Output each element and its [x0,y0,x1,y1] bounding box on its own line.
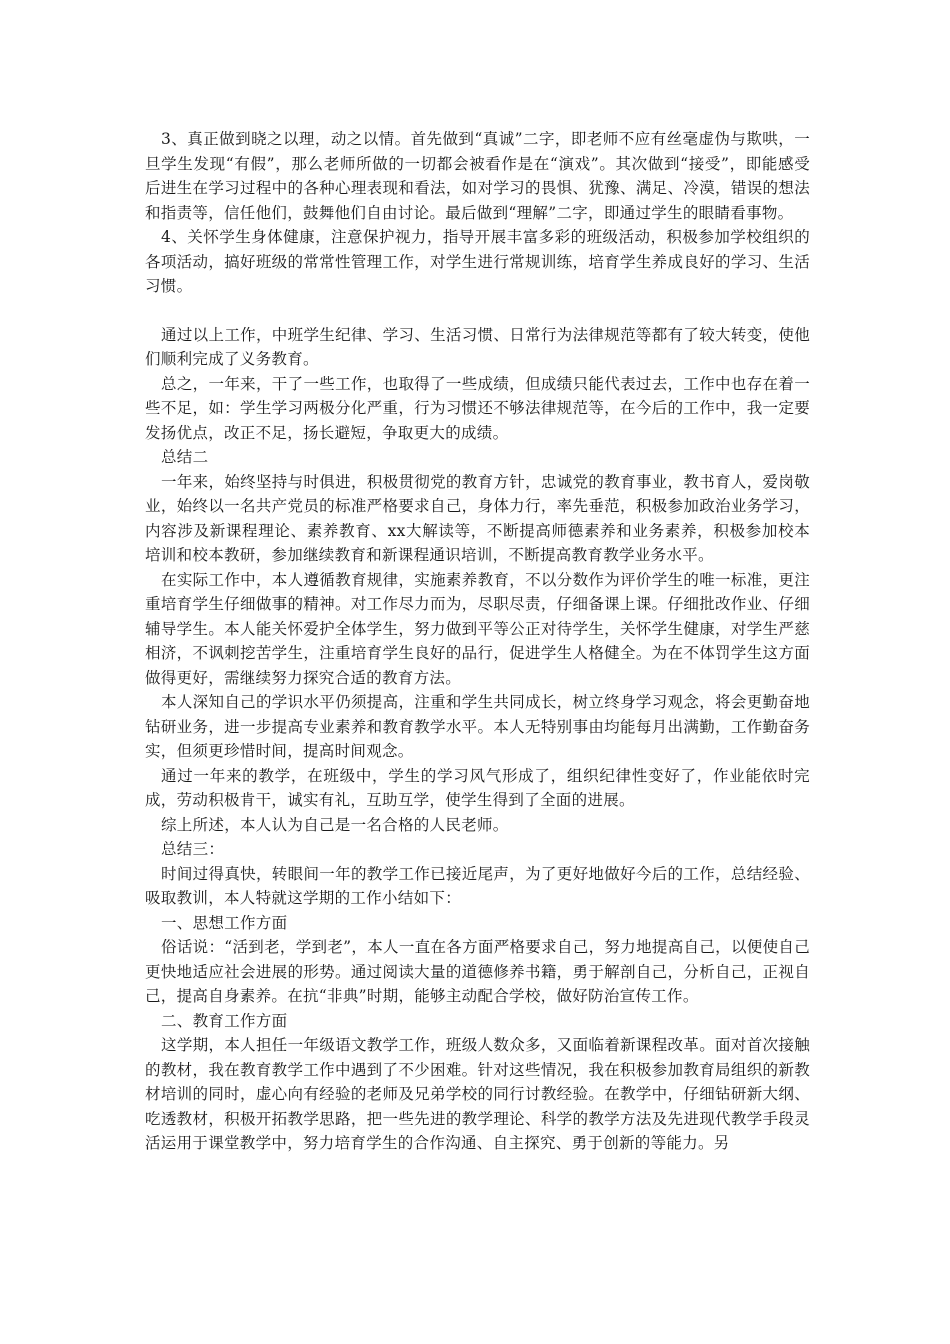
paragraph-education: 这学期，本人担任一年级语文教学工作，班级人数众多，又面临着新课程改革。面对首次接触的教材，我在教育教学工作中遇到了不少困难。针对这些情况，我在积极参加教育局组织的新教材培训的同时，虚心向有经验的老师及兄弟学校的同行讨教经验。在教学中，仔细钻研新大纲、吃透教材，积极开拓教学思路，把一些先进的教学理论、科学的教学方法及先进现代教学手段灵活运用于课堂教学中，努力培育学生的合作沟通、自主探究、勇于创新的等能力。另 [145,1036,810,1152]
paragraph-class-outcome: 通过一年来的教学，在班级中，学生的学习风气形成了，组织纪律性变好了，作业能依时完成，劳动积极肯干，诚实有礼，互助互学，使学生得到了全面的进展。 [145,766,810,809]
paragraph-conclusion: 综上所述，本人认为自己是一名合格的人民老师。 [161,815,509,834]
blank-line [145,299,810,323]
paragraph-self-study: 本人深知自己的学识水平仍须提高，注重和学生共同成长，树立终身学习观念，将会更勤奋地钻研业务，进一步提高专业素养和教育教学水平。本人无特别事由均能每月出满勤，工作勤奋务实，但须更珍惜时间，提高时间观念。 [145,693,810,760]
paragraph-summary: 总之，一年来，干了一些工作，也取得了一些成绩，但成绩只能代表过去，工作中也存在着一些不足，如：学生学习两极分化严重，行为习惯还不够法律规范等，在今后的工作中，我一定要发扬优点，改正不足，扬长避短，争取更大的成绩。 [145,374,810,442]
paragraph-item-3: 3、真正做到晓之以理，动之以情。首先做到“真诚”二字，即老师不应有丝毫虚伪与欺哄，一旦学生发现“有假”，那么老师所做的一切都会被看作是在“演戏”。其次做到“接受”，即能感受后进生在学习过程中的各种心理表现和看法，如对学习的畏惧、犹豫、满足、冷漠，错误的想法和指责等，信任他们，鼓舞他们自由讨论。最后做到“理解”二字，即通过学生的眼睛看事物。 [145,130,810,222]
paragraph-year-overview: 一年来，始终坚持与时俱进，积极贯彻党的教育方针，忠诚党的教育事业，教书育人，爱岗敬业，始终以一名共产党员的标准严格要求自己，身体力行，率先垂范，积极参加政治业务学习，内容涉及新课程理论、素养教育、xx大解读等，不断提高师德素养和业务素养，积极参加校本培训和校本教研，参加继续教育和新课程通识培训，不断提高教育教学业务水平。 [145,472,810,564]
section-heading-ideology: 一、思想工作方面 [161,913,288,932]
document-body [145,127,810,1156]
paragraph-practice: 在实际工作中，本人遵循教育规律，实施素养教育，不以分数作为评价学生的唯一标准，更注重培育学生仔细做事的精神。对工作尽力而为，尽职尽责，仔细备课上课。仔细批改作业、仔细辅导学生。本人能关怀爱护全体学生，努力做到平等公正对待学生，关怀学生健康，对学生严慈相济，不讽刺挖苦学生，注重培育学生良好的品行，促进学生人格健全。为在不体罚学生这方面做得更好，需继续努力探究合适的教育方法。 [145,570,810,687]
paragraph-results: 通过以上工作，中班学生纪律、学习、生活习惯、日常行为法律规范等都有了较大转变，使他们顺利完成了义务教育。 [145,325,810,368]
paragraph-ideology: 俗话说：“活到老，学到老”，本人一直在各方面严格要求自己，努力地提高自己，以便使自己更快地适应社会进展的形势。通过阅读大量的道德修养书籍，勇于解剖自己，分析自己，正视自己，提高自身素养。在抗“非典”时期，能够主动配合学校，做好防治宣传工作。 [145,938,810,1005]
section-heading-summary-three: 总结三： [161,840,225,858]
section-heading-education: 二、教育工作方面 [161,1011,288,1030]
section-heading-summary-two: 总结二 [161,448,209,466]
paragraph-item-4: 4、关怀学生身体健康，注意保护视力，指导开展丰富多彩的班级活动，积极参加学校组织的各项活动，搞好班级的常常性管理工作，对学生进行常规训练，培育学生养成良好的学习、生活习惯。 [145,228,810,295]
paragraph-intro: 时间过得真快，转眼间一年的教学工作已接近尾声，为了更好地做好今后的工作，总结经验、吸取教训，本人特就这学期的工作小结如下： [145,864,810,907]
